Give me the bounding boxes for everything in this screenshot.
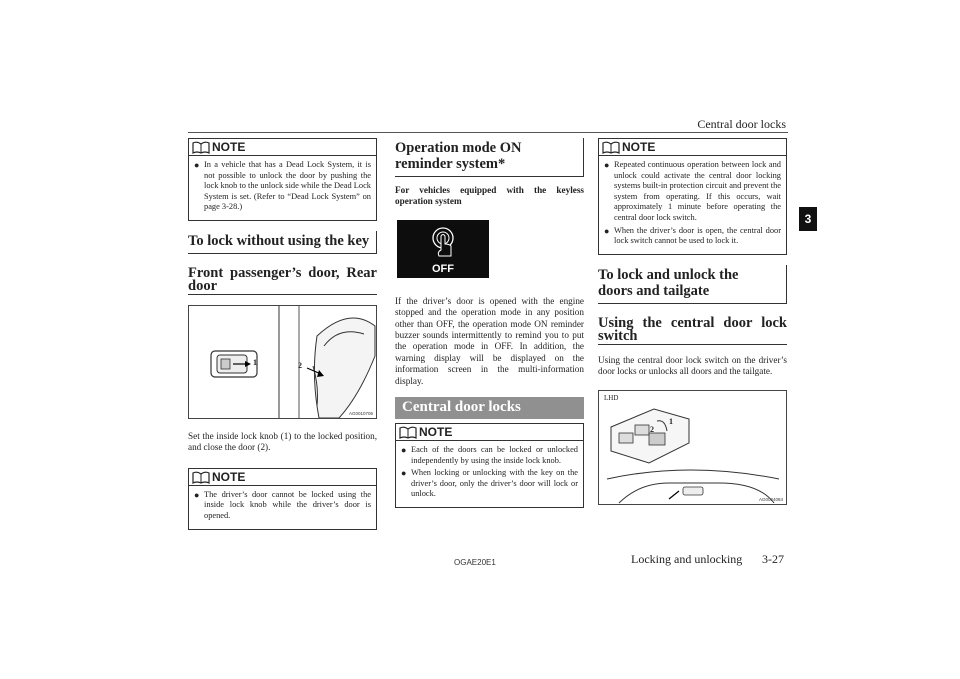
figure-callout-1: 1 bbox=[669, 416, 673, 426]
note-item: ● When the driver’s door is open, the central door lock switch cannot be used to lock it. bbox=[604, 225, 781, 246]
subsection-heading: Front passenger’s door, Rear door bbox=[188, 264, 377, 294]
running-header-title: Central door locks bbox=[697, 117, 786, 131]
section-heading: To lock without using the key bbox=[188, 231, 377, 254]
note-box bbox=[598, 138, 787, 255]
note-item: ● Repeated continuous operation between lock and unlock could activate the central door locking systems built-in protection circuit and prevent the system from operating. If this occurs, wait approximately 1 minute before operating the central door lock switch. bbox=[604, 160, 781, 222]
note-box bbox=[395, 423, 584, 508]
note-label: NOTE bbox=[212, 140, 246, 154]
figure-callout-2: 2 bbox=[298, 360, 302, 370]
note-item: ● The driver’s door cannot be locked using the inside lock knob while the driver’s door is opened. bbox=[194, 489, 371, 520]
column-2 bbox=[395, 138, 584, 518]
note-item: ● In a vehicle that has a Dead Lock System, it is not possible to unlock the door by pushing the lock knob to the unlock side while the Dead Lock System is set. (Refer to “Dead Lock System” on page 3-28.) bbox=[194, 160, 371, 212]
bullet-icon: ● bbox=[194, 489, 200, 500]
section-heading: To lock and unlock the doors and tailgate bbox=[598, 265, 787, 304]
note-book-icon bbox=[192, 470, 210, 484]
chapter-tab: 3 bbox=[799, 207, 817, 231]
door-lock-illustration bbox=[189, 306, 376, 418]
central-door-lock-switch-figure bbox=[598, 390, 787, 505]
body-paragraph: Set the inside lock knob (1) to the locked position, and close the door (2). bbox=[188, 430, 377, 453]
column-3 bbox=[598, 138, 787, 505]
note-book-icon bbox=[399, 425, 417, 439]
note-box bbox=[188, 468, 377, 530]
bullet-icon: ● bbox=[401, 468, 407, 479]
note-book-icon bbox=[602, 140, 620, 154]
figure-code: AG0010706 bbox=[348, 410, 373, 416]
figure-callout-1: 1 bbox=[253, 357, 257, 367]
door-switch-illustration bbox=[599, 391, 786, 504]
bullet-icon: ● bbox=[401, 445, 407, 456]
note-book-icon bbox=[192, 140, 210, 154]
bullet-icon: ● bbox=[604, 160, 610, 170]
note-item: ● Each of the doors can be locked or unlocked independently by using the inside lock knob. bbox=[401, 445, 578, 465]
body-paragraph: Using the central door lock switch on the driver’s door locks or unlocks all doors and the tailgate. bbox=[598, 354, 787, 377]
door-lock-knob-figure bbox=[188, 305, 377, 419]
figure-callout-2: 2 bbox=[650, 424, 654, 434]
subsection-heading: Using the central door lock switch bbox=[598, 314, 787, 344]
note-box bbox=[188, 138, 377, 221]
note-label: NOTE bbox=[419, 425, 453, 440]
operation-mode-off-icon bbox=[397, 220, 489, 278]
body-paragraph: If the driver’s door is opened with the engine stopped and the operation mode in any position other than OFF, the operation mode ON reminder buzzer sounds intermittently to remind you to put the operation mode in OFF. In addition, the warning display will be displayed on the information screen in the multi-information display. bbox=[395, 295, 584, 386]
off-label: OFF bbox=[432, 262, 454, 275]
note-label: NOTE bbox=[622, 140, 656, 154]
section-heading: Operation mode ON reminder system* bbox=[395, 138, 584, 177]
finger-press-icon bbox=[397, 222, 489, 262]
section-banner: Central door locks bbox=[395, 397, 584, 419]
bullet-icon: ● bbox=[194, 160, 200, 170]
document-code: OGAE20E1 bbox=[454, 558, 496, 567]
bullet-icon: ● bbox=[604, 225, 610, 236]
footer-section-title: Locking and unlocking bbox=[631, 552, 743, 566]
note-item: ● When locking or unlocking with the key on the driver’s door, only the driver’s door will lock or unlock. bbox=[401, 468, 578, 499]
sub-heading: For vehicles equipped with the keyless operation system bbox=[395, 185, 584, 207]
lhd-tag: LHD bbox=[604, 393, 619, 402]
column-1 bbox=[188, 138, 377, 540]
header-rule bbox=[188, 132, 788, 133]
note-label: NOTE bbox=[212, 469, 246, 484]
page-number: 3-27 bbox=[762, 552, 784, 566]
figure-code: AG0024084 bbox=[758, 496, 783, 502]
